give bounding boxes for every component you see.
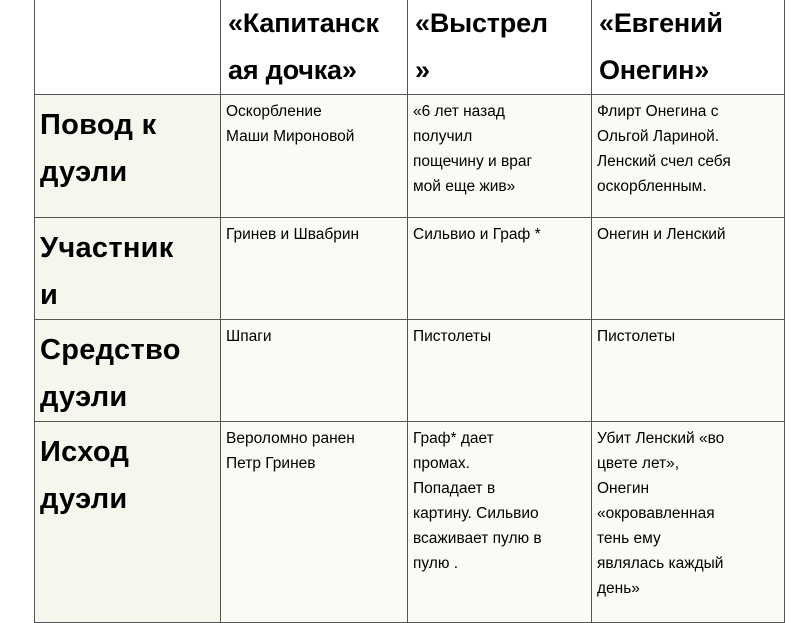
table-cell: Оскорбление Маши Мироновой xyxy=(221,95,408,218)
header-vystrel: «Выстрел » xyxy=(408,0,592,95)
table-row xyxy=(35,320,785,422)
header-kapitanskaya-dochka: «Капитанск ая дочка» xyxy=(221,0,408,95)
table-row xyxy=(35,422,785,623)
table-cell: Флирт Онегина с Ольгой Лариной. Ленский счел себя оскорбленным. xyxy=(592,95,785,218)
table-cell: Онегин и Ленский xyxy=(592,218,785,320)
table-cell: Сильвио и Граф * xyxy=(408,218,592,320)
row-label-uchastniki: Участник и xyxy=(35,218,221,320)
table-cell: Пистолеты xyxy=(592,320,785,422)
table-cell: Гринев и Швабрин xyxy=(221,218,408,320)
table-cell: Пистолеты xyxy=(408,320,592,422)
row-label-iskhod: Исход дуэли xyxy=(35,422,221,623)
table-cell: «6 лет назад получил пощечину и враг мой еще жив» xyxy=(408,95,592,218)
row-label-sredstvo: Средство дуэли xyxy=(35,320,221,422)
table-cell: Граф* дает промах. Попадает в картину. Сильвио всаживает пулю в пулю . xyxy=(408,422,592,623)
table-cell: Вероломно ранен Петр Гринев xyxy=(221,422,408,623)
header-evgeniy-onegin: «Евгений Онегин» xyxy=(592,0,785,95)
table-row xyxy=(35,218,785,320)
header-row xyxy=(35,0,785,95)
table-row xyxy=(35,95,785,218)
corner-cell xyxy=(35,0,221,95)
table-cell: Шпаги xyxy=(221,320,408,422)
table-cell: Убит Ленский «во цвете лет», Онегин «окровавленная тень ему являлась каждый день» xyxy=(592,422,785,623)
duel-comparison-table xyxy=(34,0,785,623)
row-label-povod: Повод к дуэли xyxy=(35,95,221,218)
